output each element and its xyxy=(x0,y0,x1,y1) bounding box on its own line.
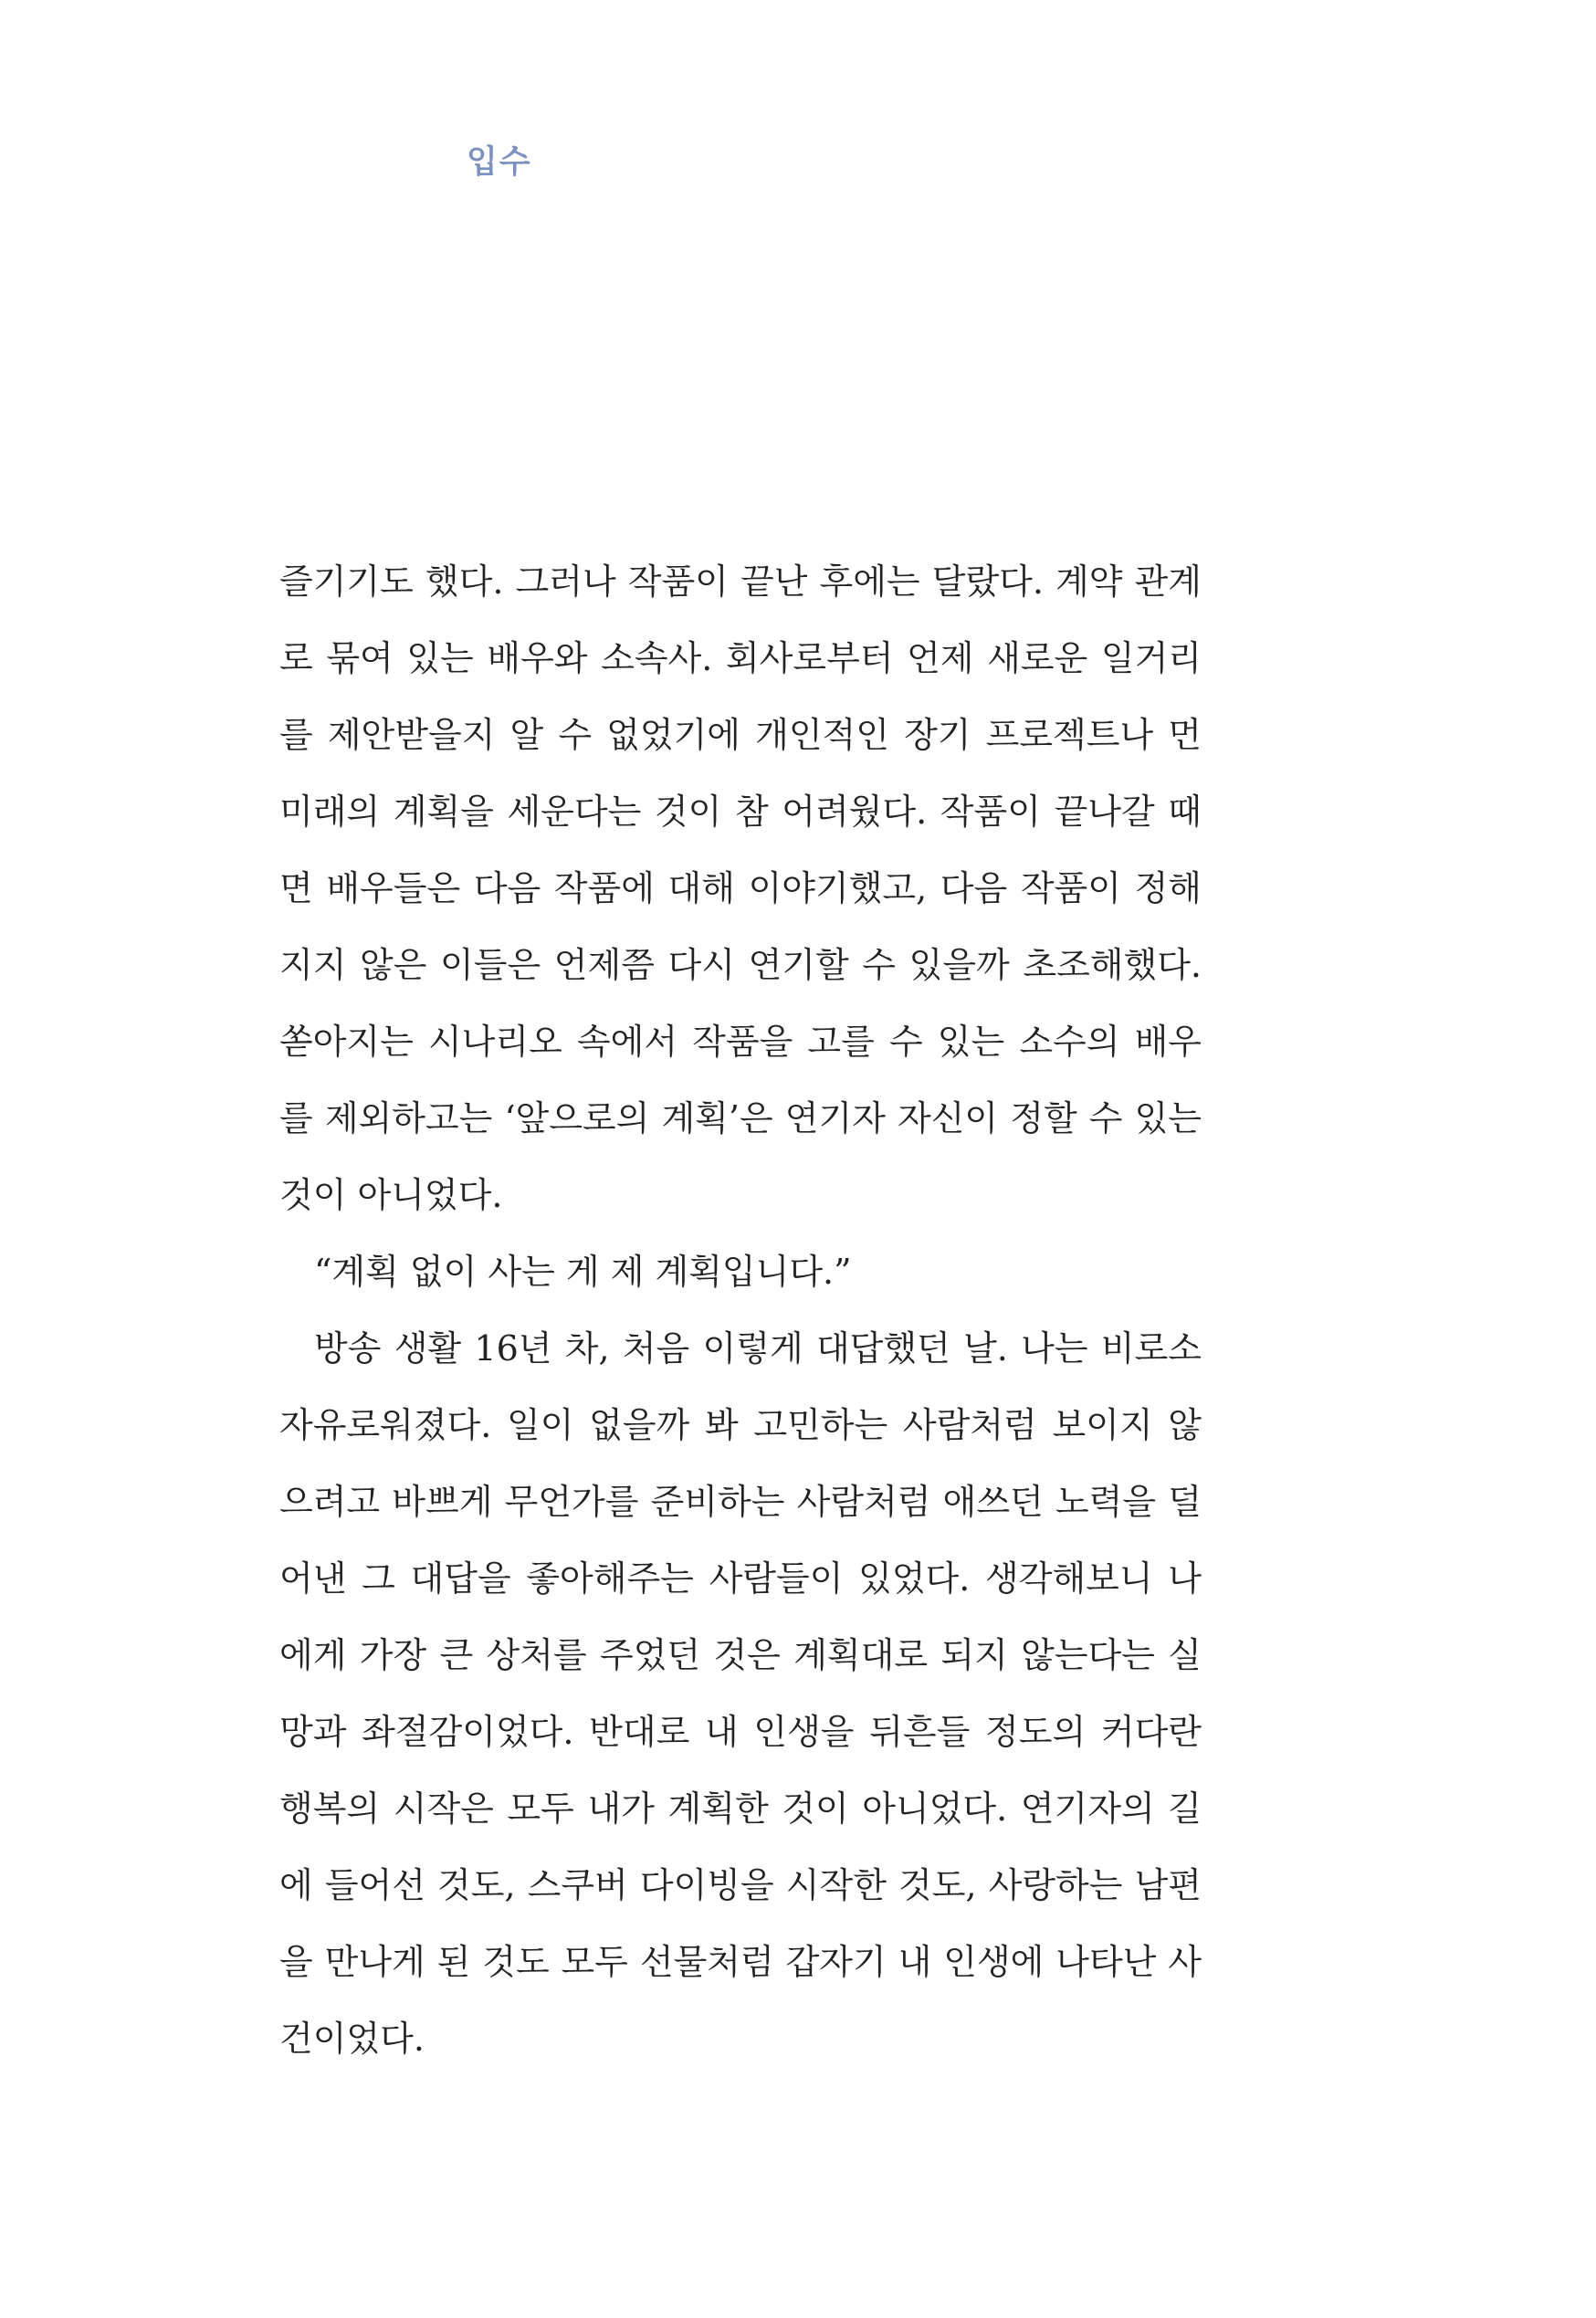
text-line: 것이 아니었다. xyxy=(279,1175,503,1215)
text-line: 건이었다. xyxy=(279,2019,425,2059)
text-line: 로 묶여 있는 배우와 소속사. 회사로부터 언제 새로운 일거리 xyxy=(279,638,1202,678)
body-text xyxy=(279,543,1202,2077)
text-line: 행복의 시작은 모두 내가 계획한 것이 아니었다. 연기자의 길 xyxy=(279,1788,1202,1829)
text-line: 를 제안받을지 알 수 없었기에 개인적인 장기 프로젝트나 먼 xyxy=(279,715,1202,755)
text-line: 망과 좌절감이었다. 반대로 내 인생을 뒤흔들 정도의 커다란 xyxy=(279,1712,1202,1752)
text-line: 즐기기도 했다. 그러나 작품이 끝난 후에는 달랐다. 계약 관계 xyxy=(279,561,1202,602)
text-line: 방송 생활 16년 차, 처음 이렇게 대답했던 날. 나는 비로소 xyxy=(314,1328,1202,1369)
quote-line: “계획 없이 사는 게 제 계획입니다.” xyxy=(314,1252,852,1292)
text-line: 에게 가장 큰 상처를 주었던 것은 계획대로 되지 않는다는 실 xyxy=(279,1635,1202,1675)
text-line: 쏟아지는 시나리오 속에서 작품을 고를 수 있는 소수의 배우 xyxy=(279,1022,1202,1062)
text-line: 지지 않은 이들은 언제쯤 다시 연기할 수 있을까 초조해했다. xyxy=(279,945,1202,985)
text-line: 자유로워졌다. 일이 없을까 봐 고민하는 사람처럼 보이지 않 xyxy=(279,1405,1202,1445)
text-line: 미래의 계획을 세운다는 것이 참 어려웠다. 작품이 끝나갈 때 xyxy=(279,792,1202,832)
text-line: 를 제외하고는 ‘앞으로의 계획’은 연기자 자신이 정할 수 있는 xyxy=(279,1098,1202,1138)
text-line: 을 만나게 된 것도 모두 선물처럼 갑자기 내 인생에 나타난 사 xyxy=(279,1942,1202,1982)
text-line: 으려고 바쁘게 무언가를 준비하는 사람처럼 애쓰던 노력을 덜 xyxy=(279,1482,1202,1522)
text-line: 면 배우들은 다음 작품에 대해 이야기했고, 다음 작품이 정해 xyxy=(279,868,1202,908)
text-line: 에 들어선 것도, 스쿠버 다이빙을 시작한 것도, 사랑하는 남편 xyxy=(279,1865,1202,1905)
text-line: 어낸 그 대답을 좋아해주는 사람들이 있었다. 생각해보니 나 xyxy=(279,1558,1202,1599)
running-head-title: 입수 xyxy=(467,144,532,181)
